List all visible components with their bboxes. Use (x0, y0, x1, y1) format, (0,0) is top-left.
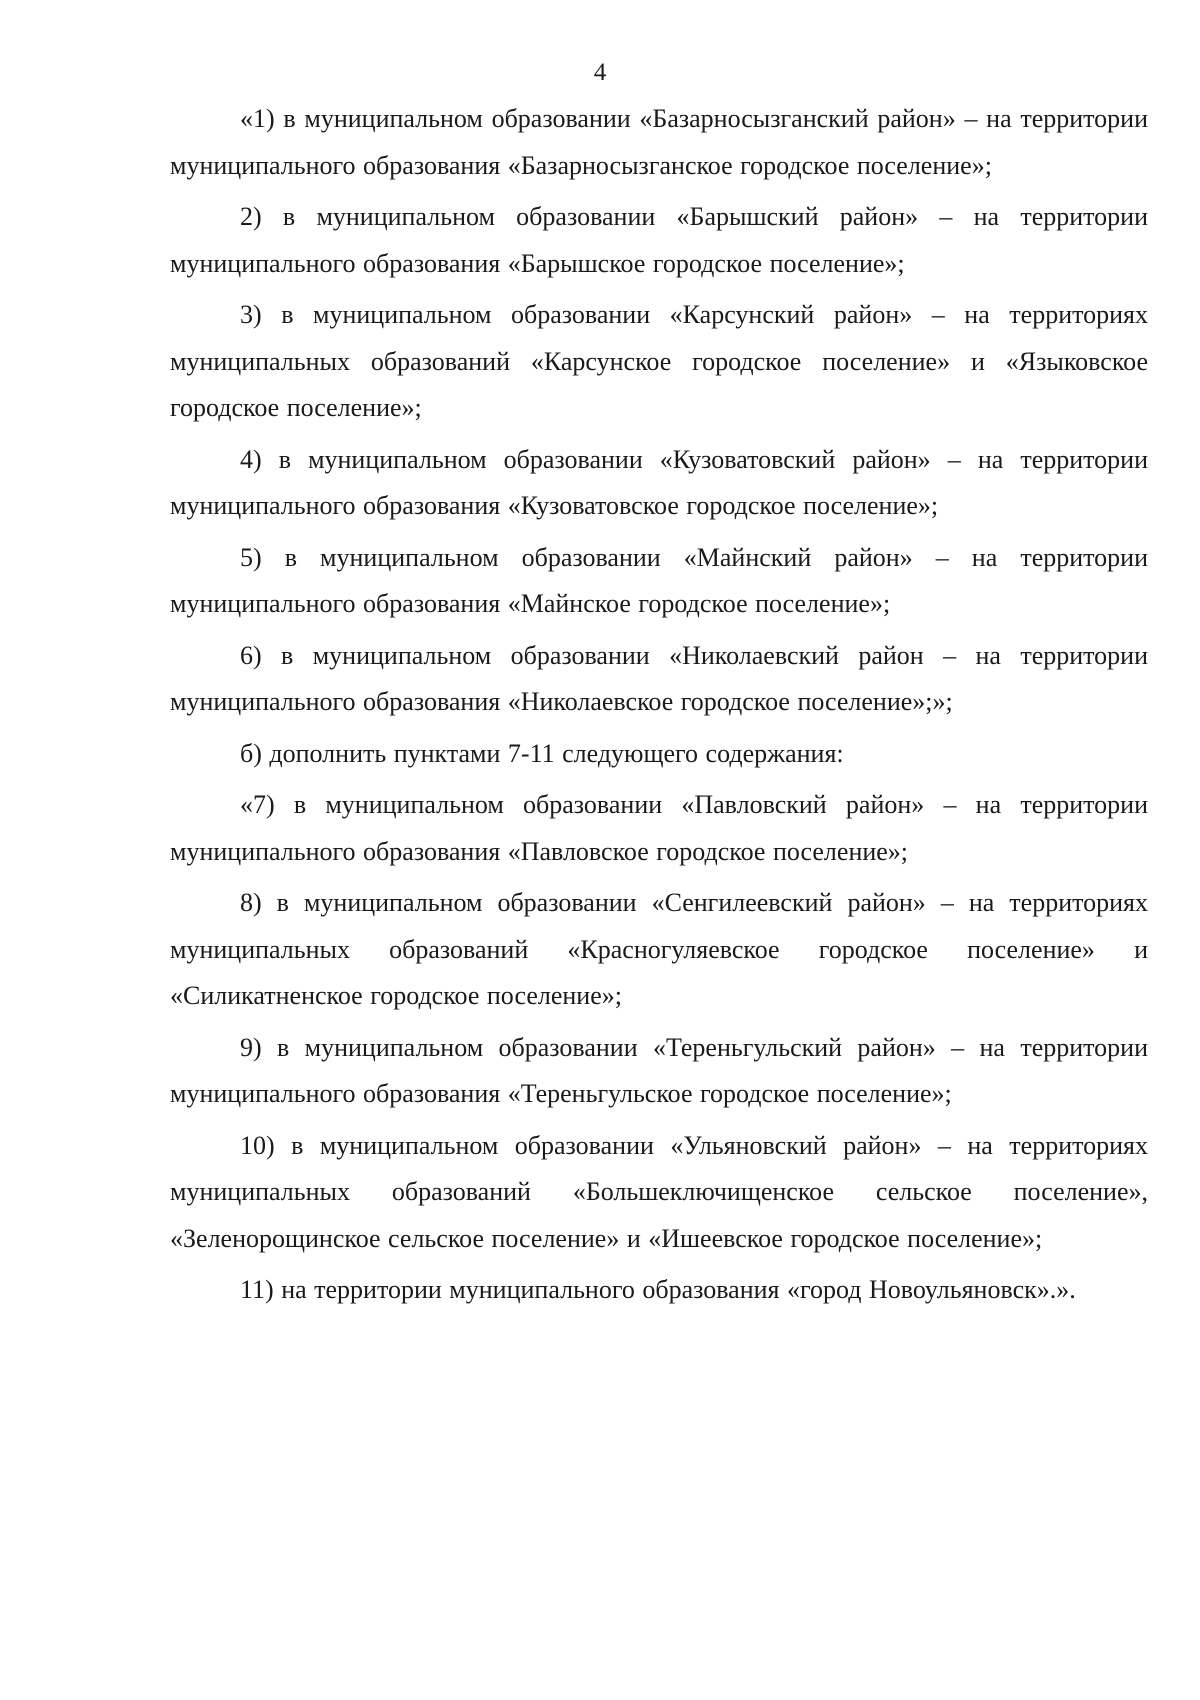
paragraph-item-1: «1) в муниципальном образовании «Базарносызганский район» – на территории муниципального образования «Базарносызганское городское поселение»; (170, 104, 1148, 180)
page-number: 4 (593, 59, 607, 86)
paragraph-item-7: «7) в муниципальном образовании «Павловский район» – на территории муниципального образования «Павловское городское поселение»; (170, 790, 1148, 866)
paragraph-item-9: 9) в муниципальном образовании «Тереньгульский район» – на территории муниципального образования «Тереньгульское городское поселение»; (170, 1032, 1148, 1108)
paragraph-item-8: 8) в муниципальном образовании «Сенгилеевский район» – на территориях муниципальных образований «Красногуляевское городское поселение» и «Силикатненское городское поселение»; (170, 888, 1148, 1010)
paragraph-item-6: 6) в муниципальном образовании «Николаевский район – на территории муниципального образования «Николаевское городское поселение»;»; (170, 640, 1148, 716)
paragraph-item-11: 11) на территории муниципального образования «город Новоульяновск».». (240, 1275, 1076, 1304)
paragraph-item-5: 5) в муниципальном образовании «Майнский район» – на территории муниципального образования «Майнское городское поселение»; (170, 542, 1148, 618)
paragraph-item-10: 10) в муниципальном образовании «Ульяновский район» – на территориях муниципальных образований «Большеключищенское сельское поселение», «Зеленорощинское сельское поселение» и «Ишеевское городское поселение»; (170, 1130, 1148, 1253)
paragraph-item-2: 2) в муниципальном образовании «Барышский район» – на территории муниципального образования «Барышское городское поселение»; (170, 202, 1148, 278)
paragraph-subclause-b: б) дополнить пунктами 7-11 следующего содержания: (240, 738, 844, 768)
paragraph-item-3: 3) в муниципальном образовании «Карсунский район» – на территориях муниципальных образований «Карсунское городское поселение» и «Языковское городское поселение»; (170, 300, 1148, 422)
document-body (170, 96, 1148, 1319)
paragraph-item-4: 4) в муниципальном образовании «Кузоватовский район» – на территории муниципального образования «Кузоватовское городское поселение»; (170, 444, 1148, 520)
